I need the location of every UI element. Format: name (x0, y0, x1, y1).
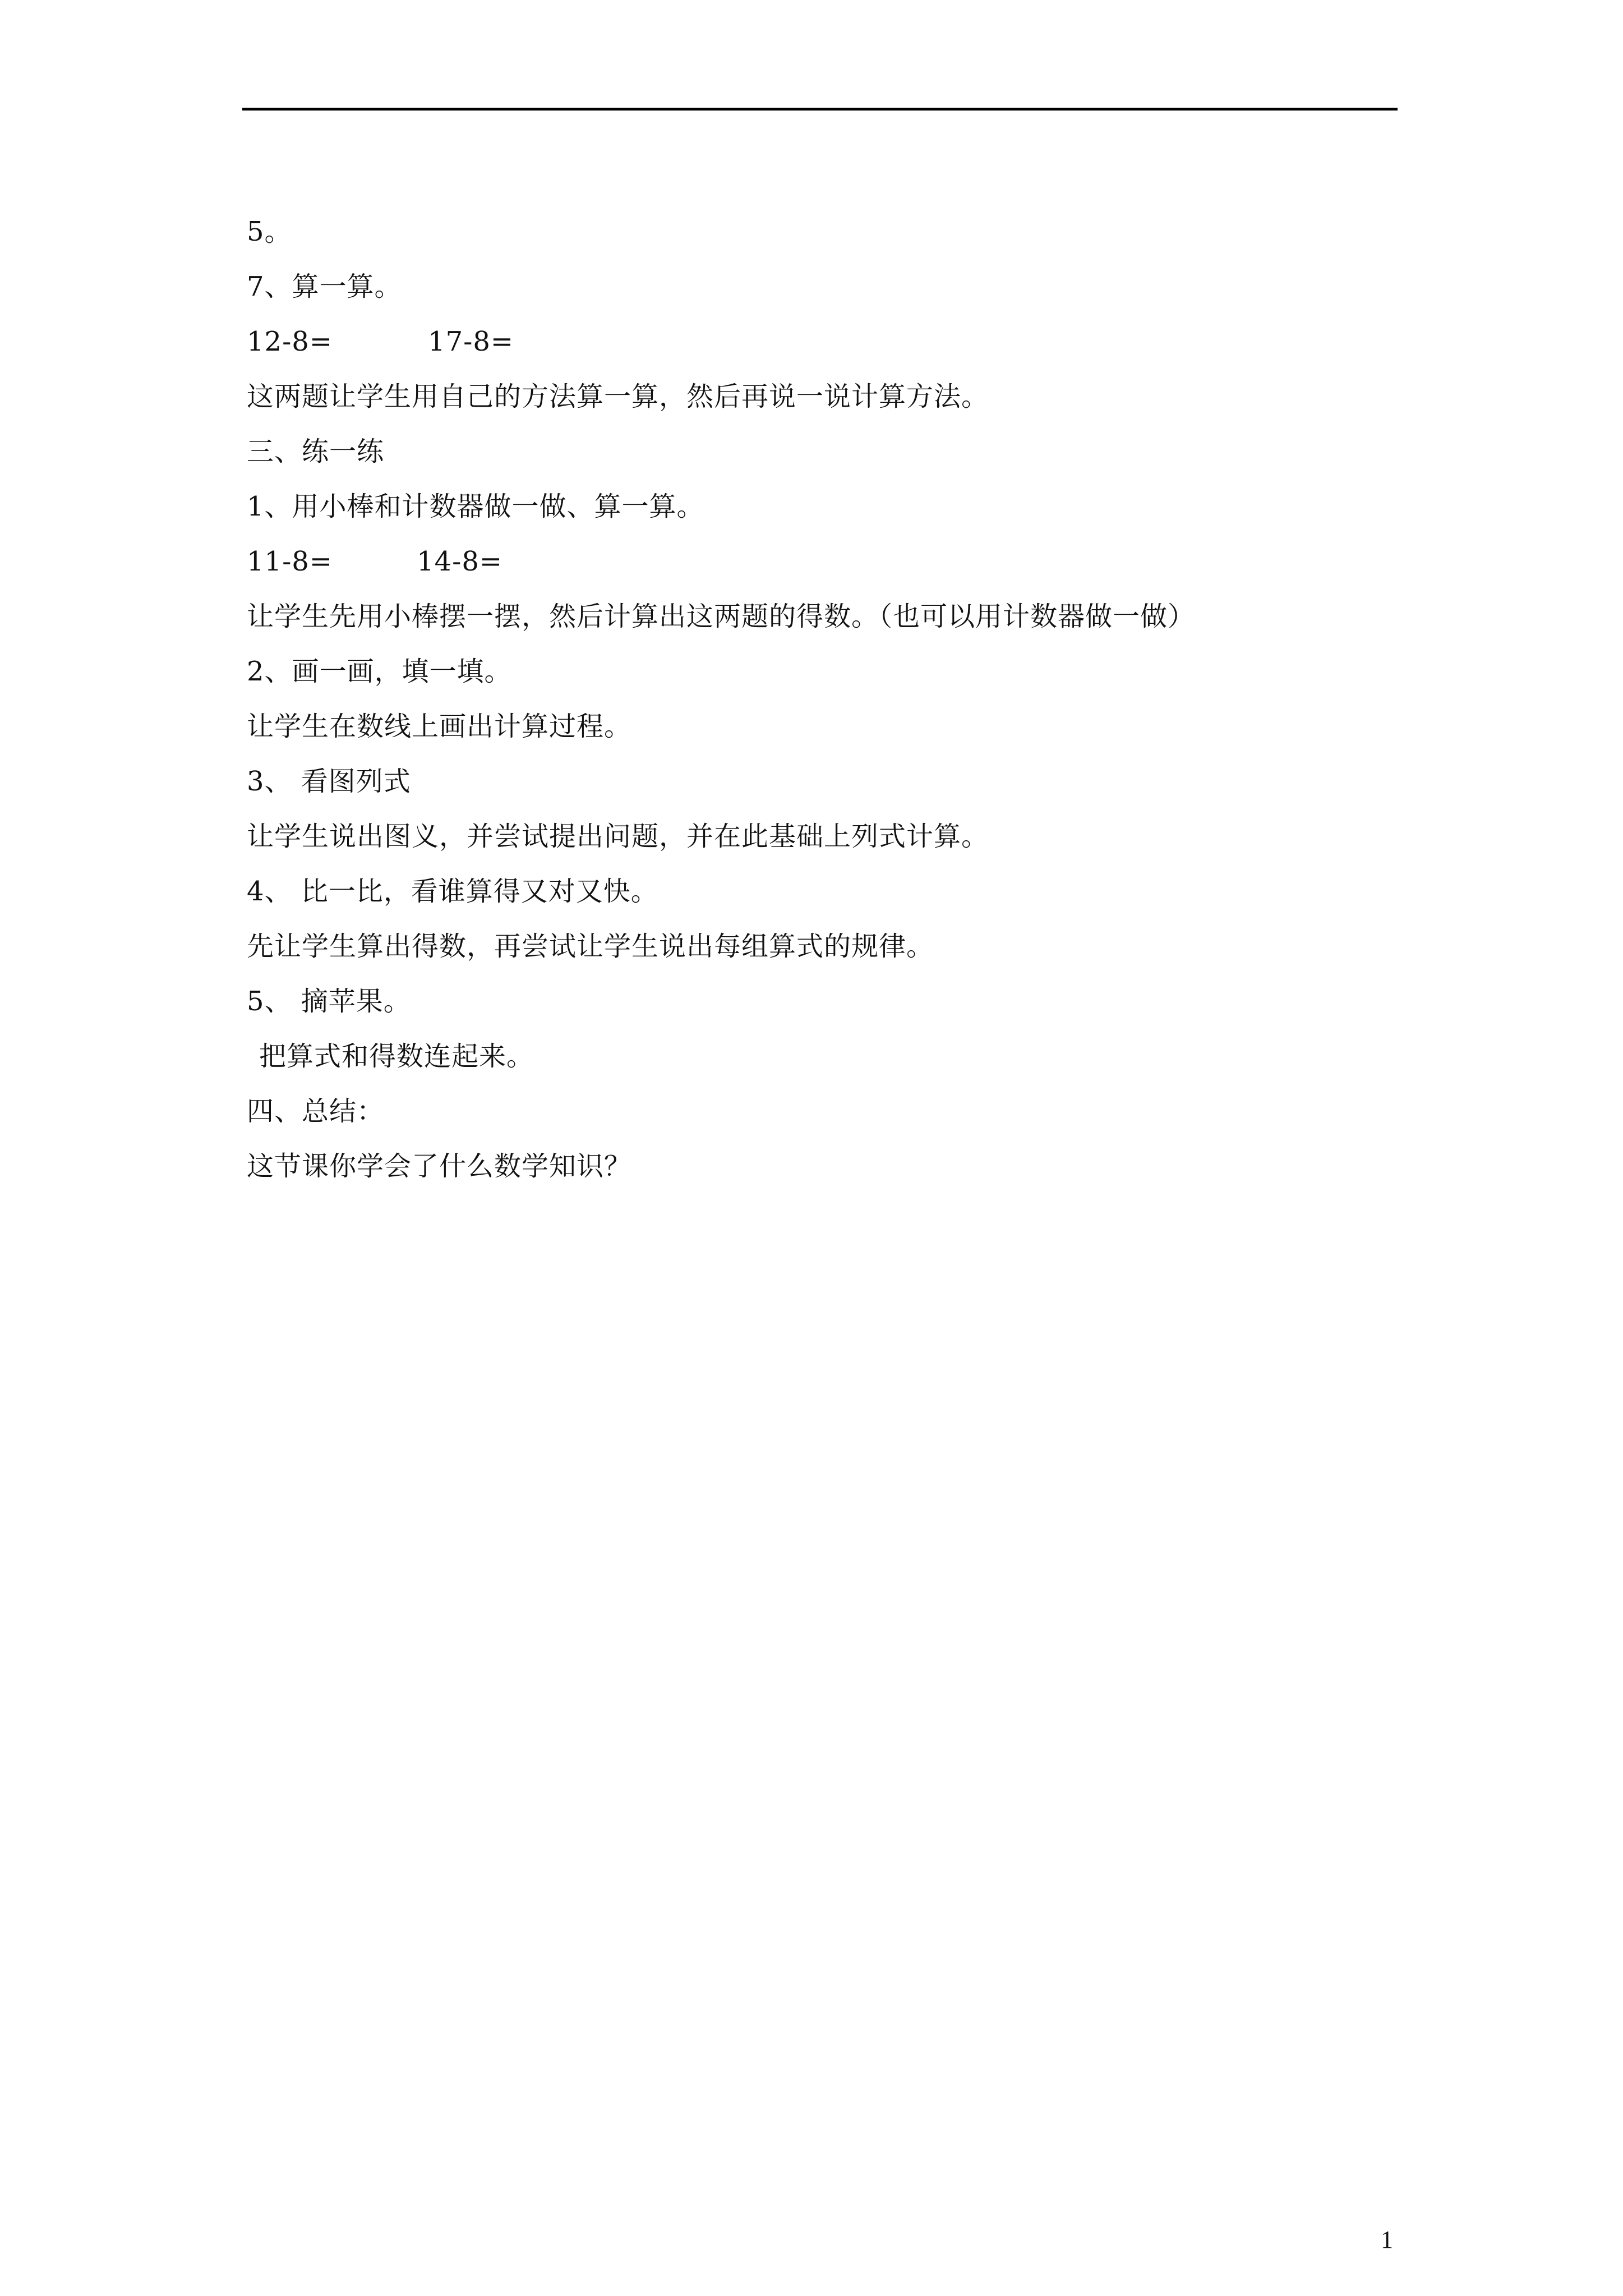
text-line: 这两题让学生用自己的方法算一算，然后再说一说计算方法。 (247, 381, 989, 412)
text-line: 2、画一画，填一填。 (247, 656, 512, 687)
equation: 11-8= (247, 546, 333, 577)
text-line: 让学生在数线上画出计算过程。 (247, 711, 632, 742)
text-line: 先让学生算出得数，再尝试让学生说出每组算式的规律。 (247, 931, 934, 962)
equation: 17-8= (428, 326, 514, 357)
text-line: 1、用小棒和计数器做一做、算一算。 (247, 491, 704, 522)
equation-row (247, 544, 1402, 599)
page-number: 1 (1381, 2226, 1393, 2253)
section-heading-practice: 三、练一练 (247, 436, 385, 467)
text-line: 把算式和得数连起来。 (259, 1041, 534, 1072)
text-line: 5。 (247, 216, 292, 247)
text-line: 4、 比一比，看谁算得又对又快。 (247, 876, 658, 907)
text-line: 让学生先用小棒摆一摆，然后计算出这两题的得数。（也可以用计数器做一做） (247, 601, 1196, 632)
section-heading-calculate: 7、算一算。 (247, 271, 402, 302)
equation: 12-8= (247, 326, 333, 357)
document-body (247, 214, 1402, 1204)
equation-row (247, 324, 1402, 379)
text-line: 这节课你学会了什么数学知识？ (247, 1151, 632, 1182)
header-rule (242, 108, 1398, 111)
text-line: 5、 摘苹果。 (247, 986, 411, 1017)
text-line: 3、 看图列式 (247, 766, 411, 797)
equation: 14-8= (417, 546, 503, 577)
text-line: 让学生说出图义，并尝试提出问题，并在此基础上列式计算。 (247, 821, 989, 852)
section-heading-summary: 四、总结： (247, 1096, 385, 1127)
